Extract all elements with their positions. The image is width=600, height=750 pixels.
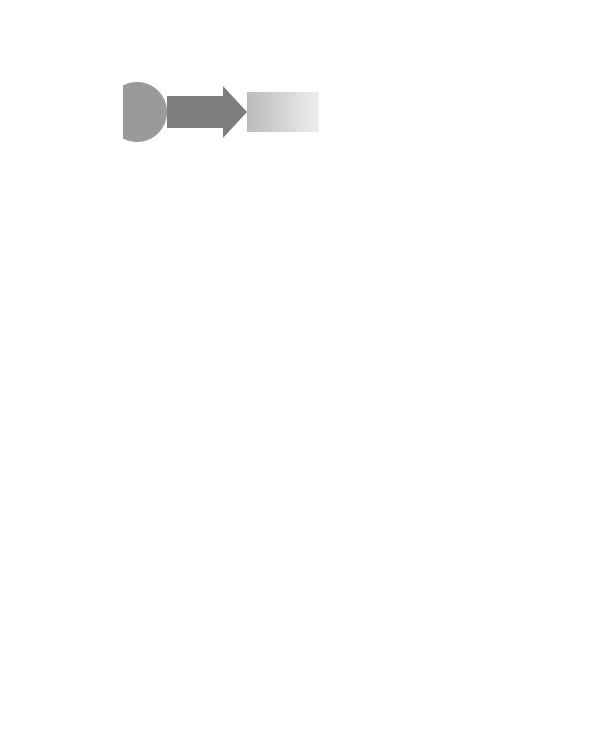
you-circle xyxy=(123,82,167,142)
client-panel xyxy=(247,92,319,132)
diagram-graphic xyxy=(123,76,326,186)
figure xyxy=(123,66,326,192)
ethos-logos-pathos-diagram xyxy=(123,76,326,186)
message-arrow xyxy=(167,86,247,138)
running-header xyxy=(123,37,135,52)
